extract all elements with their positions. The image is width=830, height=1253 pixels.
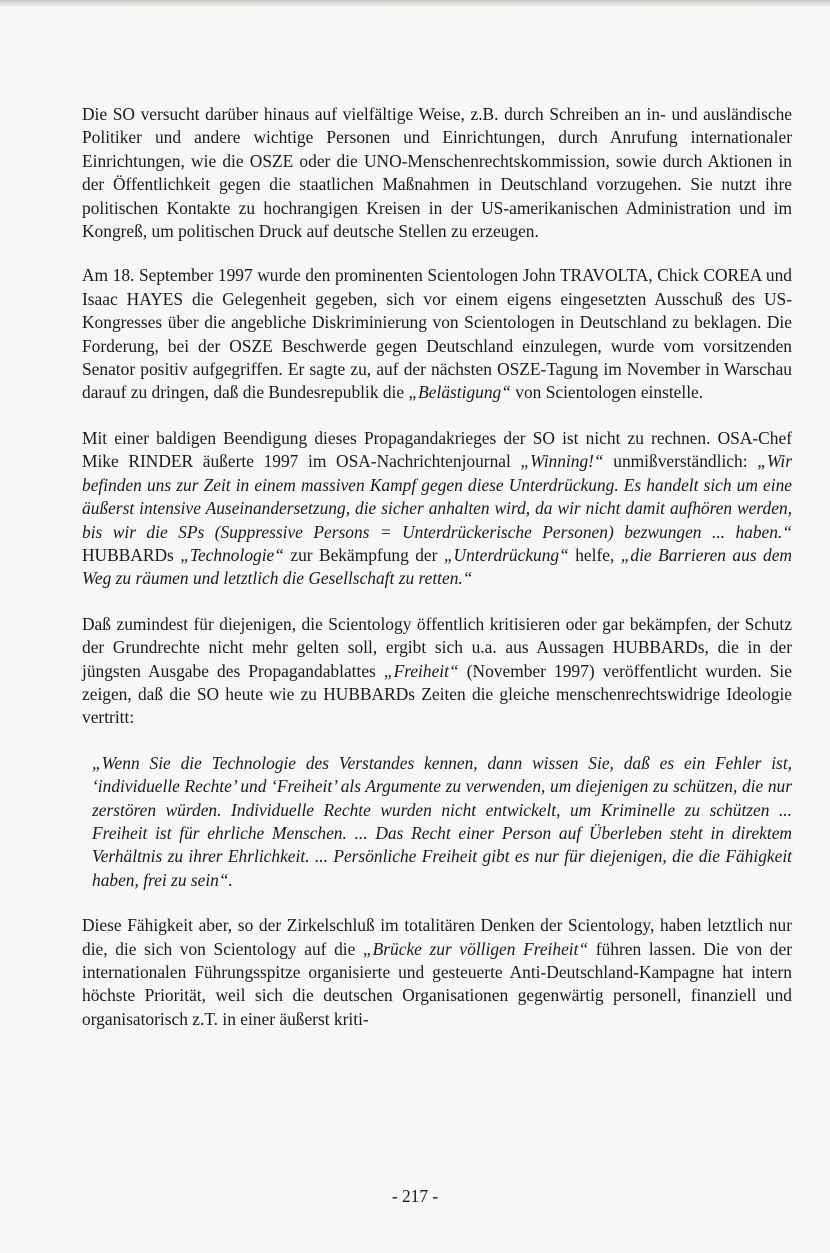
paragraph-4-text-end: (November 1997) veröffentlicht wurden. Sie zeigen, daß die SO heute wie zu HUBBARDs Zeiten die gleiche menschenrechtswidrige Ideologie vertritt:	[82, 660, 792, 728]
paragraph-3-text: Mit einer baldigen Beendigung dieses Propagandakrieges der SO ist nicht zu rechnen. OSA-Chef Mike RINDER äußerte 1997 im OSA-Nachrichtenjournal	[82, 427, 792, 472]
page-number: - 217 -	[391, 1186, 439, 1206]
paragraph-4-text: Daß zumindest für diejenigen, die Scientology öffentlich kritisieren oder gar bekämpfen, der Schutz der Grundrechte nicht mehr gelten soll, ergibt sich u.a. aus Aussagen HUBBARDs, die in der jüngsten Ausgabe des Propagandablattes	[82, 613, 792, 681]
paragraph-2	[82, 264, 792, 404]
paragraph-3-text-4: zur Bekämpfung der	[283, 544, 444, 565]
paragraph-5-emphasis: „Brücke zur völligen Freiheit“	[362, 938, 589, 959]
paragraph-3-journal-title: „Winning!“	[520, 451, 604, 472]
paragraph-5-text-end: führen lassen. Die von der internationalen Führungsspitze organisierte und gesteuerte Anti-Deutschland-Kampagne hat intern höchste Priorität, weil sich die deutschen Organisationen gegenwärtig personell, finanziell und organisatorisch z.T. in einer äußerst kriti-	[82, 938, 792, 1029]
paragraph-3	[82, 427, 792, 591]
paragraph-5-text: Diese Fähigkeit aber, so der Zirkelschluß im totalitären Denken der Scientology, haben letztlich nur die, die sich von Scientology auf die	[82, 915, 792, 959]
paragraph-3-closing-quote: „die Barrieren aus dem Weg zu räumen und letztlich die Gesellschaft zu retten.“	[82, 544, 792, 589]
paragraph-3-text-2: unmißverständlich:	[603, 451, 758, 472]
block-quote: „Wenn Sie die Technologie des Verstandes kennen, dann wissen Sie, daß es ein Fehler ist, ‘individuelle Rechte’ und ‘Freiheit’ als Argumente zu verwenden, um diejenigen zu schützen, die nur zerstören würden. Individuelle Rechte wurden nicht entwickelt, um Kriminelle zu schützen ... Freiheit ist für ehrliche Menschen. ... Das Recht einer Person auf Überleben steht in direktem Verhältnis zu ihrer Ehrlichkeit. ... Persönliche Freiheit gibt es nur für diejenigen, die die Fähigkeit haben, frei zu sein“.	[92, 752, 792, 890]
paragraph-1: Die SO versucht darüber hinaus auf vielfältige Weise, z.B. durch Schreiben an in- und ausländische Politiker und andere wichtige Personen und Einrichtungen, durch Anrufung internationaler Einrichtungen, wie die OSZE oder die UNO-Menschenrechtskommission, sowie durch Aktionen in der Öffentlichkeit gegen die staatlichen Maßnahmen in Deutschland vorzugehen. Sie nutzt ihre politischen Kontakte zu hochrangigen Kreisen in der US-amerikanischen Administration und im Kongreß, um politischen Druck auf deutsche Stellen zu erzeugen.	[82, 104, 792, 242]
scan-top-edge	[0, 0, 830, 6]
paragraph-3-term-technologie: „Technologie“	[180, 544, 284, 565]
paragraph-5	[82, 914, 792, 1031]
paragraph-3-text-3: HUBBARDs	[82, 544, 181, 565]
paragraph-4	[82, 613, 792, 730]
paragraph-4-publication-title: „Freiheit“	[383, 660, 459, 681]
paragraph-2-emphasis: „Belästigung“	[408, 382, 511, 403]
document-body	[82, 103, 792, 1031]
paragraph-3-term-unterdrueckung: „Unterdrückung“	[443, 544, 569, 565]
paragraph-3-text-5: helfe,	[568, 544, 621, 565]
paragraph-2-text-end: von Scientologen einstelle.	[510, 382, 704, 403]
paragraph-2-text: Am 18. September 1997 wurde den prominenten Scientologen John TRAVOLTA, Chick COREA und Isaac HAYES die Gelegenheit gegeben, sich vor einem eigens eingesetzten Ausschuß des US-Kongresses über die angebliche Diskriminierung von Scientologen in Deutschland zu beklagen. Die Forderung, bei der OSZE Beschwerde gegen Deutschland einzulegen, wurde vom vorsitzenden Senator positiv aufgegriffen. Er sagte zu, auf der nächsten OSZE-Tagung im November in Warschau darauf zu dringen, daß die Bundesrepublik die	[82, 265, 792, 403]
paragraph-3-quotation: „Wir befinden uns zur Zeit in einem massiven Kampf gegen diese Unterdrückung. Es handelt sich um eine äußerst intensive Auseinandersetzung, die sicher anhalten wird, da wir nicht damit aufhören werden, bis wir die SPs (Suppressive Persons = Unterdrückerische Personen) bezwungen ... haben.“	[82, 451, 792, 542]
